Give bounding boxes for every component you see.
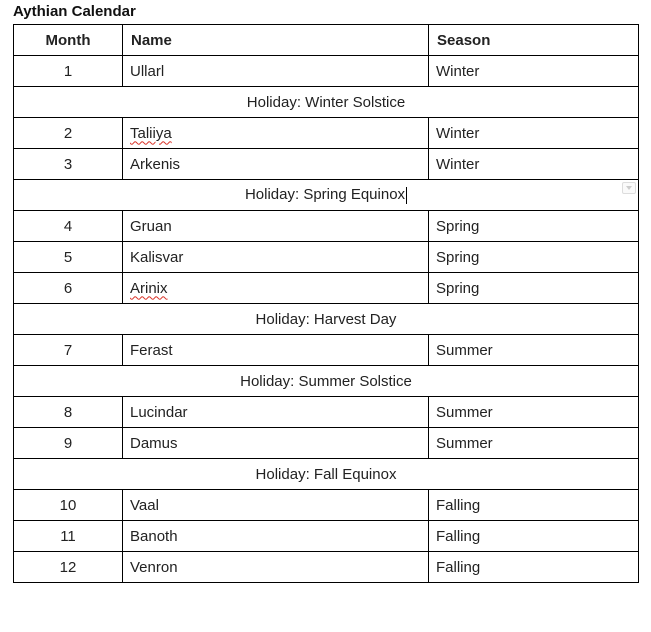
month-number-cell[interactable]: 9	[14, 428, 123, 459]
month-name: Vaal	[130, 496, 159, 514]
holiday-cell[interactable]	[14, 180, 639, 211]
season-cell[interactable]: Falling	[429, 490, 639, 521]
holiday-row	[14, 459, 639, 490]
table-row	[14, 118, 639, 149]
month-name-cell[interactable]	[123, 118, 429, 149]
table-row	[14, 521, 639, 552]
document-title: Aythian Calendar	[13, 3, 136, 20]
month-name-cell[interactable]	[123, 56, 429, 87]
table-row	[14, 397, 639, 428]
table-row	[14, 273, 639, 304]
holiday-label: Holiday: Harvest Day	[255, 310, 397, 328]
month-number-cell[interactable]: 12	[14, 552, 123, 583]
table-row	[14, 56, 639, 87]
month-number-cell[interactable]: 2	[14, 118, 123, 149]
table-row	[14, 552, 639, 583]
month-name: Arkenis	[130, 155, 181, 173]
holiday-label: Holiday: Spring Equinox	[244, 186, 406, 204]
holiday-cell[interactable]	[14, 304, 639, 335]
holiday-cell[interactable]	[14, 366, 639, 397]
misspelled-word: Arinix	[130, 279, 168, 297]
month-name-cell[interactable]	[123, 273, 429, 304]
month-name-cell[interactable]	[123, 521, 429, 552]
table-row	[14, 428, 639, 459]
header-name[interactable]: Name	[123, 25, 429, 56]
month-number-cell[interactable]: 4	[14, 211, 123, 242]
holiday-label: Holiday: Summer Solstice	[240, 372, 412, 390]
season-cell[interactable]: Summer	[429, 428, 639, 459]
month-number-cell[interactable]: 1	[14, 56, 123, 87]
misspelled-word: Taliiya	[130, 124, 172, 142]
header-month[interactable]: Month	[14, 25, 123, 56]
month-name-cell[interactable]	[123, 490, 429, 521]
month-name-cell[interactable]	[123, 428, 429, 459]
table-row	[14, 149, 639, 180]
table-row	[14, 211, 639, 242]
season-cell[interactable]: Summer	[429, 397, 639, 428]
month-name: Ferast	[130, 341, 173, 359]
holiday-row	[14, 304, 639, 335]
month-name-cell[interactable]	[123, 335, 429, 366]
season-cell[interactable]: Winter	[429, 56, 639, 87]
table-row	[14, 335, 639, 366]
month-number-cell[interactable]: 7	[14, 335, 123, 366]
month-name-cell[interactable]	[123, 552, 429, 583]
holiday-label: Holiday: Winter Solstice	[246, 93, 406, 111]
season-cell[interactable]: Spring	[429, 211, 639, 242]
table-row	[14, 242, 639, 273]
text-cursor	[406, 187, 407, 204]
table-body	[14, 56, 639, 583]
season-cell[interactable]: Spring	[429, 242, 639, 273]
month-name: Venron	[130, 558, 178, 576]
cell-menu-arrow-icon[interactable]	[622, 182, 636, 194]
season-cell[interactable]: Winter	[429, 118, 639, 149]
month-name: Damus	[130, 434, 178, 452]
month-name-cell[interactable]	[123, 242, 429, 273]
table-header-row	[14, 25, 639, 56]
month-name-cell[interactable]	[123, 397, 429, 428]
holiday-row	[14, 180, 639, 211]
holiday-row	[14, 366, 639, 397]
season-cell[interactable]: Winter	[429, 149, 639, 180]
season-cell[interactable]: Falling	[429, 552, 639, 583]
month-name: Lucindar	[130, 403, 188, 421]
month-number-cell[interactable]: 3	[14, 149, 123, 180]
month-number-cell[interactable]: 8	[14, 397, 123, 428]
season-cell[interactable]: Summer	[429, 335, 639, 366]
header-season[interactable]: Season	[429, 25, 639, 56]
month-name: Ullarl	[130, 62, 165, 80]
month-name: Gruan	[130, 217, 172, 235]
season-cell[interactable]: Falling	[429, 521, 639, 552]
month-number-cell[interactable]: 6	[14, 273, 123, 304]
table-row	[14, 490, 639, 521]
month-number-cell[interactable]: 11	[14, 521, 123, 552]
holiday-row	[14, 87, 639, 118]
month-name: Kalisvar	[130, 248, 184, 266]
holiday-label: Holiday: Fall Equinox	[255, 465, 397, 483]
month-number-cell[interactable]: 10	[14, 490, 123, 521]
month-name-cell[interactable]	[123, 149, 429, 180]
season-cell[interactable]: Spring	[429, 273, 639, 304]
holiday-cell[interactable]	[14, 459, 639, 490]
month-number-cell[interactable]: 5	[14, 242, 123, 273]
calendar-table	[13, 24, 639, 583]
month-name: Banoth	[130, 527, 178, 545]
month-name-cell[interactable]	[123, 211, 429, 242]
holiday-cell[interactable]	[14, 87, 639, 118]
